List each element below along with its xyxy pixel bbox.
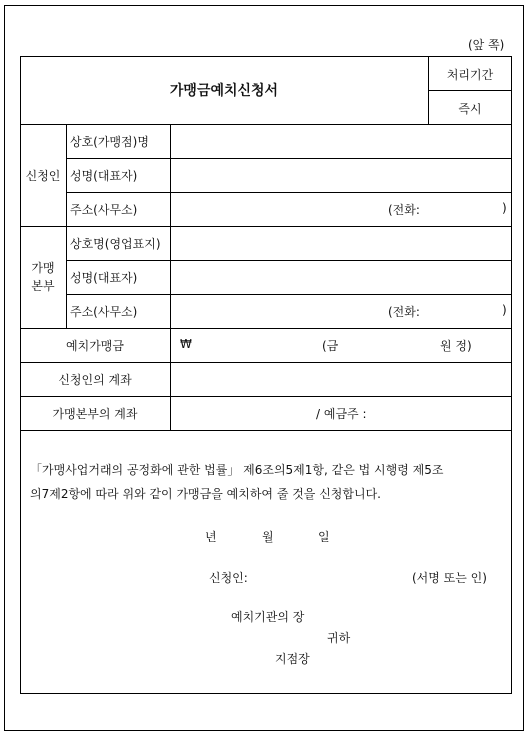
account-label-divider bbox=[170, 328, 171, 430]
applicant-section-bottom bbox=[20, 226, 512, 227]
date-day: 일 bbox=[318, 530, 330, 544]
currency-symbol: ₩ bbox=[180, 337, 192, 351]
date-month: 월 bbox=[262, 530, 274, 544]
statement-line-1: 「가맹사업거래의 공정화에 관한 법률」 제6조의5제1항, 같은 법 시행령 제5조 bbox=[30, 463, 444, 477]
deposit-label: 예치가맹금 bbox=[66, 339, 124, 353]
processing-split bbox=[428, 90, 512, 91]
franchisor-section-bottom bbox=[20, 328, 512, 329]
applicant-phone-open: (전화: bbox=[388, 203, 420, 217]
franchisor-address-label: 주소(사무소) bbox=[70, 305, 138, 319]
addressee-branch: 지점장 bbox=[275, 652, 310, 666]
deposit-row-bottom bbox=[20, 362, 512, 363]
applicant-representative-label: 성명(대표자) bbox=[70, 169, 138, 183]
applicant-phone-close: ) bbox=[502, 201, 507, 215]
franchisor-section-label-1: 가맹 bbox=[31, 261, 55, 275]
franchisor-row-line-2 bbox=[66, 294, 512, 295]
franchisor-account-row-bottom bbox=[20, 430, 512, 431]
form-title: 가맹금예치신청서 bbox=[169, 83, 279, 99]
statement-line-2: 의7제2항에 따라 위와 같이 가맹금을 예치하여 줄 것을 신청합니다. bbox=[30, 487, 381, 501]
amount-close: 원 정) bbox=[440, 339, 472, 353]
signature-note: (서명 또는 인) bbox=[412, 571, 487, 585]
depositor-text: / 예금주 : bbox=[316, 407, 367, 421]
page-side-label: (앞 쪽) bbox=[468, 38, 505, 52]
applicant-account-row-bottom bbox=[20, 396, 512, 397]
addressee-honorific: 귀하 bbox=[327, 631, 351, 645]
franchisor-representative-label: 성명(대표자) bbox=[70, 271, 138, 285]
franchisor-account-label: 가맹본부의 계좌 bbox=[52, 407, 138, 421]
signature-label: 신청인: bbox=[209, 571, 248, 585]
applicant-section-label: 신청인 bbox=[25, 169, 61, 183]
addressee-institution: 예치기관의 장 bbox=[231, 610, 305, 624]
applicant-row-line-1 bbox=[66, 158, 512, 159]
franchisor-phone-open: (전화: bbox=[388, 305, 420, 319]
franchisor-brand-label: 상호명(영업표지) bbox=[70, 237, 161, 251]
applicant-account-label: 신청인의 계좌 bbox=[58, 373, 132, 387]
franchisor-phone-close: ) bbox=[502, 303, 507, 317]
franchisor-section-label-2: 본부 bbox=[31, 279, 55, 293]
applicant-address-label: 주소(사무소) bbox=[70, 203, 138, 217]
franchisor-row-line-1 bbox=[66, 260, 512, 261]
applicant-row-line-2 bbox=[66, 192, 512, 193]
applicant-trade-name-label: 상호(가맹점)명 bbox=[70, 135, 149, 149]
processing-label: 처리기간 bbox=[446, 68, 494, 82]
title-row-divider bbox=[20, 124, 512, 125]
date-year: 년 bbox=[205, 530, 217, 544]
processing-value: 즉시 bbox=[458, 102, 482, 116]
amount-open: (금 bbox=[322, 339, 339, 353]
